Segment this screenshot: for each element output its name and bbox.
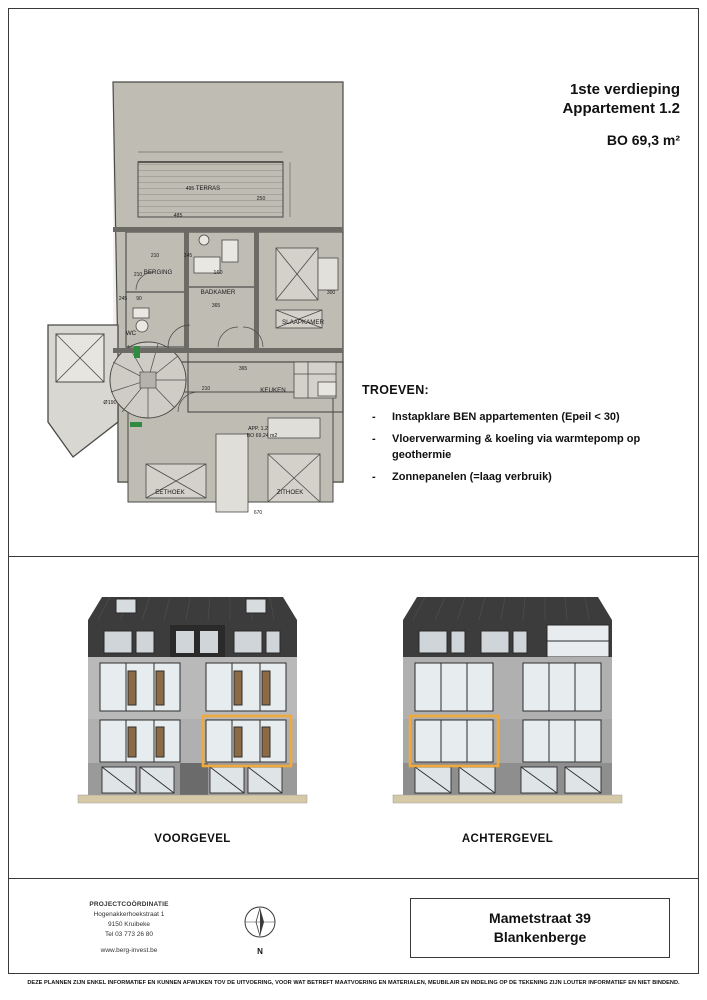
- svg-text:Ø190: Ø190: [103, 400, 117, 406]
- svg-text:210: 210: [150, 253, 160, 259]
- floor-plan: [18, 62, 358, 542]
- list-item: - Zonnepanelen (=laag verbruik): [362, 469, 672, 485]
- compass: [238, 903, 282, 955]
- svg-text:250: 250: [256, 196, 266, 202]
- svg-text:ZITHOEK: ZITHOEK: [276, 489, 304, 496]
- advantages-section: [362, 383, 672, 491]
- address-block: [410, 898, 670, 958]
- svg-text:KEUKEN: KEUKEN: [260, 387, 286, 394]
- company-website[interactable]: www.berg-invest.be: [100, 947, 158, 954]
- address-city: Blankenberge: [493, 929, 587, 945]
- svg-text:495: 495: [185, 186, 195, 192]
- svg-text:SLAAPKAMER: SLAAPKAMER: [282, 319, 324, 326]
- svg-text:WC: WC: [125, 330, 137, 337]
- back-elevation: [385, 575, 630, 810]
- back-elevation-caption: ACHTERGEVEL: [461, 833, 554, 845]
- svg-text:365: 365: [238, 366, 248, 372]
- svg-text:365: 365: [211, 303, 221, 309]
- svg-text:245: 245: [118, 296, 128, 302]
- company-role: PROJECTCOÖRDINATIE: [89, 901, 169, 908]
- divider-lower: [9, 878, 698, 879]
- svg-text:BO 69,24 m2: BO 69,24 m2: [246, 433, 278, 439]
- front-elevation-caption: VOORGEVEL: [154, 833, 231, 845]
- company-block: [34, 900, 224, 956]
- compass-icon: [238, 903, 282, 941]
- svg-text:160: 160: [213, 270, 223, 276]
- front-elevation: [70, 575, 315, 810]
- list-item: - Vloerverwarming & koeling via warmtepomp op geothermie: [362, 431, 672, 463]
- svg-text:BERGING: BERGING: [143, 269, 173, 276]
- svg-text:670: 670: [253, 510, 263, 516]
- list-item: - Instapklare BEN appartementen (Epeil < 30): [362, 409, 672, 425]
- svg-text:145: 145: [183, 253, 193, 259]
- svg-text:BADKAMER: BADKAMER: [200, 289, 236, 296]
- company-phone: Tel 03 773 26 80: [104, 931, 154, 938]
- divider-upper: [9, 556, 698, 557]
- company-city: 9150 Kruibeke: [108, 921, 150, 928]
- svg-text:TERRAS: TERRAS: [195, 186, 221, 192]
- svg-text:210: 210: [133, 272, 143, 278]
- svg-text:300: 300: [326, 290, 336, 296]
- address-street: Mametstraat 39: [489, 910, 591, 926]
- svg-text:485: 485: [173, 213, 183, 219]
- title-block: [360, 80, 680, 148]
- advantages-heading: TROEVEN:: [362, 383, 429, 397]
- compass-north-label: N: [257, 947, 263, 956]
- company-street: Hogenakkerhoekstraat 1: [93, 911, 165, 918]
- floor-title: 1ste verdieping: [569, 81, 680, 98]
- disclaimer-text: DEZE PLANNEN ZIJN ENKEL INFORMATIEF EN KUNNEN AFWIJKEN TOV DE UITVOERING, VOOR WAT BETREFT MAATVOERING EN MATERIALEN, MEUBILAIR EN INDELING OP DE TEKENING ZIJN LOUTER INFORMATIEF EN NIET BINDEND.: [27, 980, 680, 986]
- svg-text:210: 210: [201, 386, 211, 392]
- svg-text:EETHOEK: EETHOEK: [155, 489, 185, 496]
- apartment-title: Appartement 1.2: [562, 100, 680, 117]
- svg-text:90: 90: [136, 296, 142, 302]
- advantages-list: [362, 409, 672, 485]
- area-label: BO 69,3 m²: [606, 132, 680, 148]
- svg-text:APP. 1.2: APP. 1.2: [248, 426, 268, 432]
